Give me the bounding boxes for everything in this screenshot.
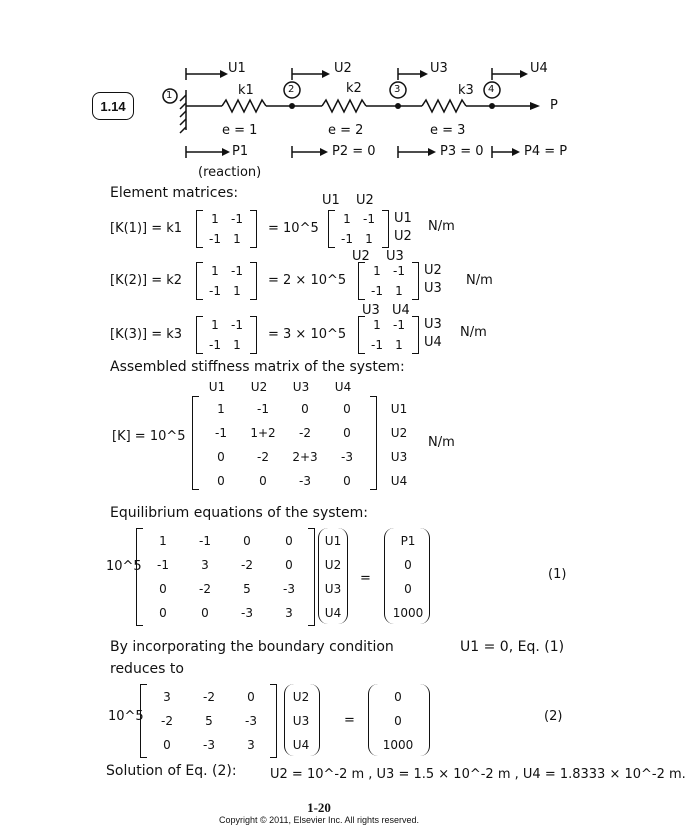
matrix-entry: 1000 <box>392 606 424 620</box>
matrix-entry: -2 <box>299 426 311 440</box>
spring-system-figure <box>0 0 638 200</box>
matrix-entry: 0 <box>343 402 351 416</box>
boundary-condition: U1 = 0, Eq. (1) <box>460 639 565 655</box>
spring-label-k2: k2 <box>346 81 362 96</box>
reduced-matrix <box>146 690 272 752</box>
matrix-entry: -2 <box>257 450 269 464</box>
matrix-entry: 0 <box>343 426 351 440</box>
k2-row-u2: U2 <box>424 263 442 278</box>
copyright-notice: Copyright © 2011, Elsevier Inc. All rights reserved. <box>218 815 420 825</box>
matrix-entry: U2 <box>324 558 342 572</box>
matrix-entry: -1 <box>231 264 243 278</box>
equilibrium-factor: 10^5 <box>106 559 142 574</box>
k2-matrix <box>366 264 410 298</box>
k2-row-u3: U3 <box>424 281 442 296</box>
matrix-entry: 1 <box>373 318 381 332</box>
node-label-2: 2 <box>288 84 295 95</box>
matrix-entry: 1 <box>365 232 373 246</box>
matrix-entry: -1 <box>215 426 227 440</box>
matrix-entry: 1+2 <box>250 426 276 440</box>
matrix-entry: -3 <box>283 582 295 596</box>
reduces-to-text: reduces to <box>110 661 184 677</box>
matrix-entry: P1 <box>400 534 416 548</box>
matrix-entry: U3 <box>292 380 310 394</box>
element-label-3: e = 3 <box>430 123 466 138</box>
k2-lhs: [K(2)] = k2 <box>110 273 183 288</box>
k2-bracket-left <box>358 262 365 300</box>
matrix-entry: 0 <box>259 474 267 488</box>
matrix-entry: 1 <box>211 212 219 226</box>
matrix-entry: -1 <box>371 338 383 352</box>
matrix-entry: -2 <box>203 690 215 704</box>
matrix-entry: 0 <box>217 450 225 464</box>
matrix-entry: -1 <box>363 212 375 226</box>
matrix-entry: 1 <box>159 534 167 548</box>
matrix-entry: -1 <box>231 318 243 332</box>
reaction-label: (reaction) <box>198 165 262 180</box>
k3-bracket-right <box>412 316 419 354</box>
k1-matrix <box>336 212 380 246</box>
disp-label-u3: U3 <box>430 61 448 76</box>
k3-matrix <box>366 318 410 352</box>
matrix-entry: 5 <box>205 714 213 728</box>
reduced-equals: = <box>344 713 355 728</box>
matrix-entry: U2 <box>390 426 408 440</box>
k3-unit-bracket-right <box>250 316 257 354</box>
matrix-entry: 3 <box>201 558 209 572</box>
matrix-entry: 0 <box>201 606 209 620</box>
equation-number-1: (1) <box>548 567 567 582</box>
problem-number: 1.14 <box>100 98 126 114</box>
matrix-entry: -2 <box>161 714 173 728</box>
matrix-entry: 0 <box>394 714 402 728</box>
matrix-entry: -1 <box>209 284 221 298</box>
disp-label-u2: U2 <box>334 61 352 76</box>
equilibrium-unknowns <box>318 534 348 620</box>
matrix-entry: U3 <box>292 714 310 728</box>
k2-rhs-factor: = 2 × 10^5 <box>268 273 347 288</box>
matrix-entry: 2+3 <box>292 450 318 464</box>
matrix-entry: -1 <box>371 284 383 298</box>
matrix-entry: -1 <box>341 232 353 246</box>
equilibrium-rhs <box>388 534 428 620</box>
k3-col-u3: U3 <box>362 303 380 318</box>
matrix-entry: 1 <box>395 284 403 298</box>
matrix-entry: 0 <box>404 582 412 596</box>
matrix-entry: -1 <box>209 232 221 246</box>
matrix-entry: 0 <box>159 606 167 620</box>
equilibrium-heading: Equilibrium equations of the system: <box>110 505 368 521</box>
matrix-entry: U1 <box>324 534 342 548</box>
matrix-entry: -1 <box>257 402 269 416</box>
matrix-entry: -1 <box>199 534 211 548</box>
node-label-1: 1 <box>166 90 173 101</box>
k1-unit-matrix <box>204 212 248 246</box>
matrix-entry: -1 <box>393 318 405 332</box>
k2-unit-matrix <box>204 264 248 298</box>
matrix-entry: U1 <box>208 380 226 394</box>
matrix-entry: 0 <box>285 534 293 548</box>
matrix-entry: 0 <box>163 738 171 752</box>
matrix-entry: U4 <box>390 474 408 488</box>
matrix-entry: U3 <box>390 450 408 464</box>
matrix-entry: U4 <box>324 606 342 620</box>
k3-units: N/m <box>460 325 487 340</box>
node-label-3: 3 <box>394 84 401 95</box>
k2-unit-bracket-right <box>250 262 257 300</box>
k1-rhs-factor: = 10^5 <box>268 221 319 236</box>
matrix-entry: -3 <box>299 474 311 488</box>
k1-bracket-left <box>328 210 335 248</box>
spring-label-k3: k3 <box>458 83 474 98</box>
matrix-entry: 0 <box>301 402 309 416</box>
element-matrices-heading: Element matrices: <box>110 185 239 201</box>
matrix-entry: 1 <box>373 264 381 278</box>
k2-bracket-right <box>412 262 419 300</box>
k1-lhs: [K(1)] = k1 <box>110 221 183 236</box>
assembled-col-labels <box>196 380 364 394</box>
assembled-matrix <box>200 402 368 488</box>
k2-units: N/m <box>466 273 493 288</box>
reduced-unknowns <box>286 690 316 752</box>
matrix-entry: U2 <box>292 690 310 704</box>
matrix-entry: -2 <box>241 558 253 572</box>
node-label-4: 4 <box>488 84 495 95</box>
reduced-factor: 10^5 <box>108 709 144 724</box>
matrix-entry: -3 <box>203 738 215 752</box>
matrix-entry: 1 <box>233 232 241 246</box>
matrix-entry: -3 <box>241 606 253 620</box>
matrix-entry: -2 <box>199 582 211 596</box>
equilibrium-bracket-right <box>308 528 315 626</box>
matrix-entry: 0 <box>243 534 251 548</box>
matrix-entry: 5 <box>243 582 251 596</box>
k1-col-u2: U2 <box>356 193 374 208</box>
matrix-entry: -3 <box>245 714 257 728</box>
matrix-entry: 1 <box>211 264 219 278</box>
assembled-units: N/m <box>428 435 455 450</box>
k1-unit-bracket-right <box>250 210 257 248</box>
assembled-heading: Assembled stiffness matrix of the system: <box>110 359 405 375</box>
matrix-entry: -1 <box>209 338 221 352</box>
matrix-entry: U4 <box>292 738 310 752</box>
matrix-entry: U4 <box>334 380 352 394</box>
k3-col-u4: U4 <box>392 303 410 318</box>
k3-row-u3: U3 <box>424 317 442 332</box>
k3-bracket-left <box>358 316 365 354</box>
assembled-lhs: [K] = 10^5 <box>112 429 186 444</box>
k1-row-u2: U2 <box>394 229 412 244</box>
force-label-p3: P3 = 0 <box>440 144 484 159</box>
matrix-entry: -3 <box>341 450 353 464</box>
k1-col-u1: U1 <box>322 193 340 208</box>
equilibrium-equals: = <box>360 571 371 586</box>
k3-lhs: [K(3)] = k3 <box>110 327 183 342</box>
load-label-p: P <box>550 98 558 113</box>
solution-values: U2 = 10^-2 m , U3 = 1.5 × 10^-2 m , U4 = 1.8333 × 10^-2 m. <box>270 767 686 782</box>
element-label-1: e = 1 <box>222 123 258 138</box>
force-label-p1: P1 <box>232 144 249 159</box>
matrix-entry: 1 <box>211 318 219 332</box>
k3-rhs-factor: = 3 × 10^5 <box>268 327 347 342</box>
k2-unit-bracket-left <box>196 262 203 300</box>
disp-label-u4: U4 <box>530 61 548 76</box>
matrix-entry: 0 <box>217 474 225 488</box>
matrix-entry: 1 <box>217 402 225 416</box>
matrix-entry: U3 <box>324 582 342 596</box>
spring-label-k1: k1 <box>238 83 254 98</box>
reduced-rhs <box>372 690 424 752</box>
matrix-entry: U2 <box>250 380 268 394</box>
matrix-entry: 3 <box>247 738 255 752</box>
matrix-entry: 0 <box>404 558 412 572</box>
matrix-entry: 1 <box>343 212 351 226</box>
boundary-text: By incorporating the boundary condition <box>110 639 394 655</box>
matrix-entry: 1 <box>395 338 403 352</box>
matrix-entry: U1 <box>390 402 408 416</box>
force-label-p4: P4 = P <box>524 144 568 159</box>
k1-bracket-right <box>382 210 389 248</box>
reduced-bracket-right <box>270 684 277 758</box>
matrix-entry: 0 <box>394 690 402 704</box>
k1-unit-bracket-left <box>196 210 203 248</box>
k1-row-u1: U1 <box>394 211 412 226</box>
force-label-p2: P2 = 0 <box>332 144 376 159</box>
k2-col-u2: U2 <box>352 249 370 264</box>
matrix-entry: -1 <box>393 264 405 278</box>
disp-label-u1: U1 <box>228 61 246 76</box>
k3-unit-bracket-left <box>196 316 203 354</box>
matrix-entry: 0 <box>285 558 293 572</box>
matrix-entry: -1 <box>157 558 169 572</box>
page-number: 1-20 <box>307 800 331 815</box>
matrix-entry: -1 <box>231 212 243 226</box>
element-label-2: e = 2 <box>328 123 364 138</box>
matrix-entry: 0 <box>343 474 351 488</box>
k2-col-u3: U3 <box>386 249 404 264</box>
matrix-entry: 0 <box>247 690 255 704</box>
matrix-entry: 1 <box>233 284 241 298</box>
matrix-entry: 1 <box>233 338 241 352</box>
assembled-bracket-left <box>192 396 199 490</box>
assembled-bracket-right <box>370 396 377 490</box>
matrix-entry: 3 <box>163 690 171 704</box>
equilibrium-matrix <box>142 534 310 620</box>
k3-row-u4: U4 <box>424 335 442 350</box>
matrix-entry: 3 <box>285 606 293 620</box>
k1-units: N/m <box>428 219 455 234</box>
matrix-entry: 1000 <box>382 738 414 752</box>
matrix-entry: 0 <box>159 582 167 596</box>
equation-number-2: (2) <box>544 709 563 724</box>
k3-unit-matrix <box>204 318 248 352</box>
solution-label: Solution of Eq. (2): <box>106 763 237 779</box>
assembled-row-labels <box>384 402 414 488</box>
